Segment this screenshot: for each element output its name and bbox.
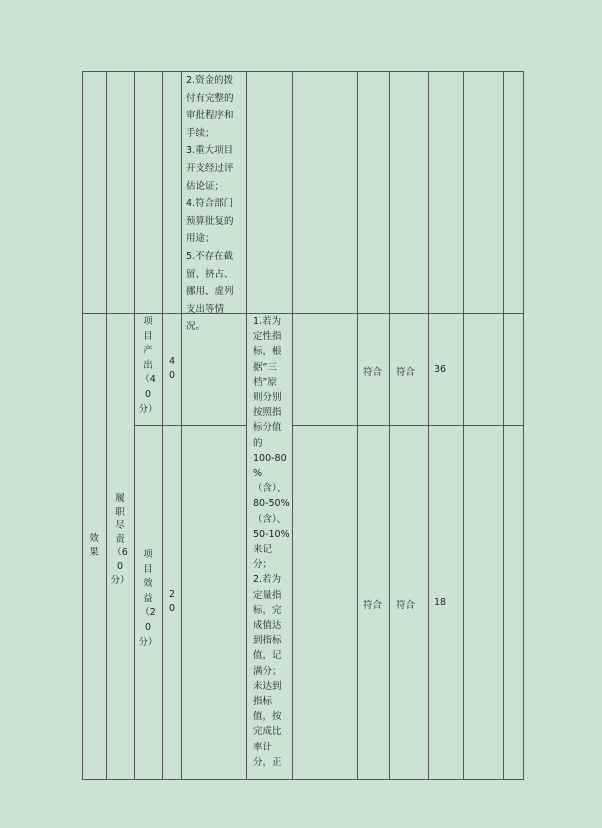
item-benefit-result: 18 bbox=[434, 597, 447, 608]
row-divider bbox=[292, 425, 524, 426]
table-border-top bbox=[82, 71, 524, 72]
item-output-eval-1: 符合 bbox=[363, 367, 383, 378]
item-benefit-eval-2: 符合 bbox=[396, 600, 416, 611]
item-benefit-eval-1: 符合 bbox=[363, 600, 383, 611]
item-output-label: 项 目 产 出 （4 0 分） bbox=[138, 316, 158, 415]
requirements-text: 2.资金的拨 付有完整的 审批程序和 手续； 3.重大项目 开支经过评 估论证； 4.符合部门 预算批复的 用途； 5.不存在截 留、挤占、 挪用、虚列 支出等情 况。 bbox=[186, 75, 234, 333]
scoring-rule-text: 1.若为 定性指 标，根 据“三 档”原 则分别 按照指 标分值 的 100-80 %（含）、 80-50% （含）、 50-10% 来记 分； 2.若为 定量指 标，完 成值达 到指标 值，记 满分； 未达到 指标 值，按 完成比 率计 分，正 bbox=[253, 316, 290, 768]
row-divider bbox=[82, 313, 524, 314]
column-divider bbox=[106, 71, 107, 780]
item-benefit-label: 项 目 效 益 （2 0 分） bbox=[138, 549, 158, 648]
item-output-result: 36 bbox=[434, 364, 447, 375]
table-border-left bbox=[82, 71, 83, 780]
row-divider bbox=[134, 425, 247, 426]
category-label: 效 果 bbox=[89, 533, 99, 558]
item-benefit-score: 2 0 bbox=[168, 589, 176, 614]
item-output-eval-2: 符合 bbox=[396, 367, 416, 378]
item-output-score: 4 0 bbox=[168, 356, 176, 381]
table-border-bottom bbox=[82, 779, 524, 780]
subcategory-label: 履 职 尽 责 （6 0 分） bbox=[110, 493, 130, 586]
